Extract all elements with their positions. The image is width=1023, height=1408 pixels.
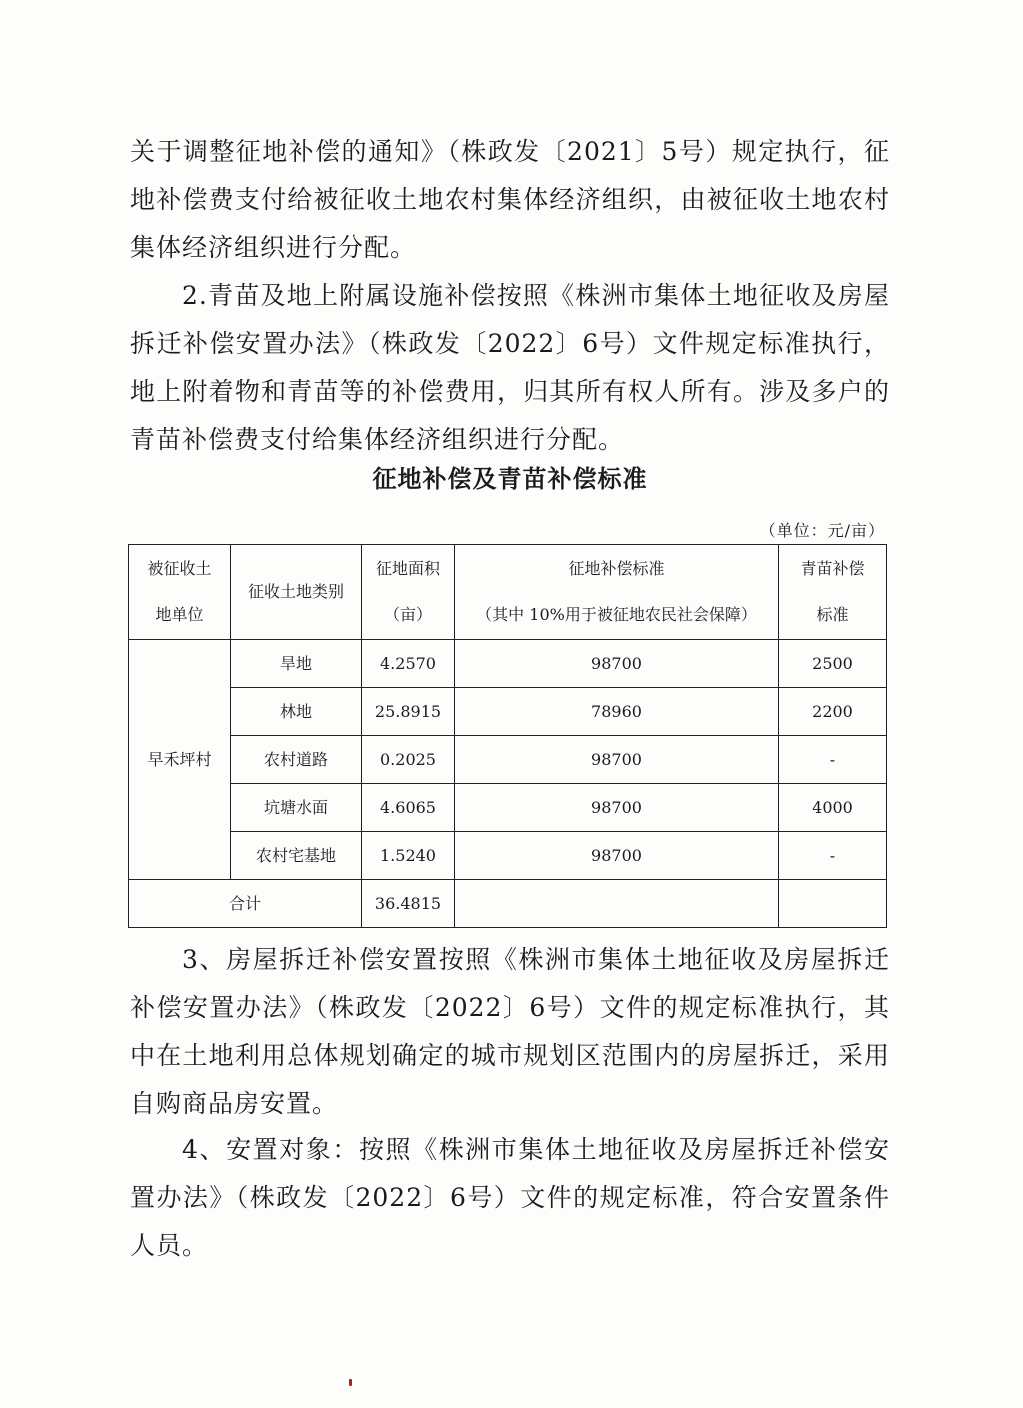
row-seedling: - (779, 736, 887, 784)
row-area: 1.5240 (362, 832, 455, 880)
table-header-row (129, 545, 887, 640)
header-category: 征收土地类别 (231, 545, 362, 640)
row-category: 农村宅基地 (231, 832, 362, 880)
table-unit-note: （单位：元/亩） (759, 521, 885, 540)
paragraph-house-demolition: 3、房屋拆迁补偿安置按照《株洲市集体土地征收及房屋拆迁补偿安置办法》（株政发〔2022〕6号）文件的规定标准执行，其中在土地利用总体规划确定的城市规划区范围内的房屋拆迁，采用自购商品房安置。 (130, 945, 890, 1118)
row-area: 4.2570 (362, 640, 455, 688)
total-standard (455, 880, 779, 928)
table-title: 征地补偿及青苗补偿标准 (372, 465, 648, 493)
row-area: 0.2025 (362, 736, 455, 784)
row-seedling: 2500 (779, 640, 887, 688)
paragraph-notice-continuation: 关于调整征地补偿的通知》（株政发〔2021〕5号）规定执行，征地补偿费支付给被征收土地农村集体经济组织，由被征收土地农村集体经济组织进行分配。 (130, 137, 890, 262)
paragraph-seedling-compensation: 2.青苗及地上附属设施补偿按照《株洲市集体土地征收及房屋拆迁补偿安置办法》（株政发〔2022〕6号）文件规定标准执行，地上附着物和青苗等的补偿费用，归其所有权人所有。涉及多户的青苗补偿费支付给集体经济组织进行分配。 (130, 281, 890, 454)
compensation-table (128, 544, 887, 928)
row-area: 4.6065 (362, 784, 455, 832)
row-standard: 78960 (455, 688, 779, 736)
total-seedling (779, 880, 887, 928)
table-row (129, 736, 887, 784)
paragraph-resettlement-target: 4、安置对象：按照《株洲市集体土地征收及房屋拆迁补偿安置办法》（株政发〔2022〕6号）文件的规定标准，符合安置条件人员。 (130, 1135, 890, 1260)
header-standard: 征地补偿标准 （其中 10%用于被征地农民社会保障） (455, 545, 779, 640)
table-row (129, 640, 887, 688)
row-seedling: 4000 (779, 784, 887, 832)
header-area: 征地面积 （亩） (362, 545, 455, 640)
total-label: 合计 (129, 880, 362, 928)
red-ink-mark (349, 1379, 352, 1386)
table-total-row (129, 880, 887, 928)
table-row (129, 832, 887, 880)
row-category: 旱地 (231, 640, 362, 688)
total-area: 36.4815 (362, 880, 455, 928)
row-standard: 98700 (455, 784, 779, 832)
row-seedling: - (779, 832, 887, 880)
row-seedling: 2200 (779, 688, 887, 736)
header-seedling: 青苗补偿 标准 (779, 545, 887, 640)
row-standard: 98700 (455, 640, 779, 688)
row-standard: 98700 (455, 832, 779, 880)
header-unit: 被征收土 地单位 (129, 545, 231, 640)
row-category: 农村道路 (231, 736, 362, 784)
table-row (129, 784, 887, 832)
row-category: 坑塘水面 (231, 784, 362, 832)
village-cell: 早禾坪村 (129, 640, 231, 880)
row-area: 25.8915 (362, 688, 455, 736)
row-standard: 98700 (455, 736, 779, 784)
table-row (129, 688, 887, 736)
row-category: 林地 (231, 688, 362, 736)
